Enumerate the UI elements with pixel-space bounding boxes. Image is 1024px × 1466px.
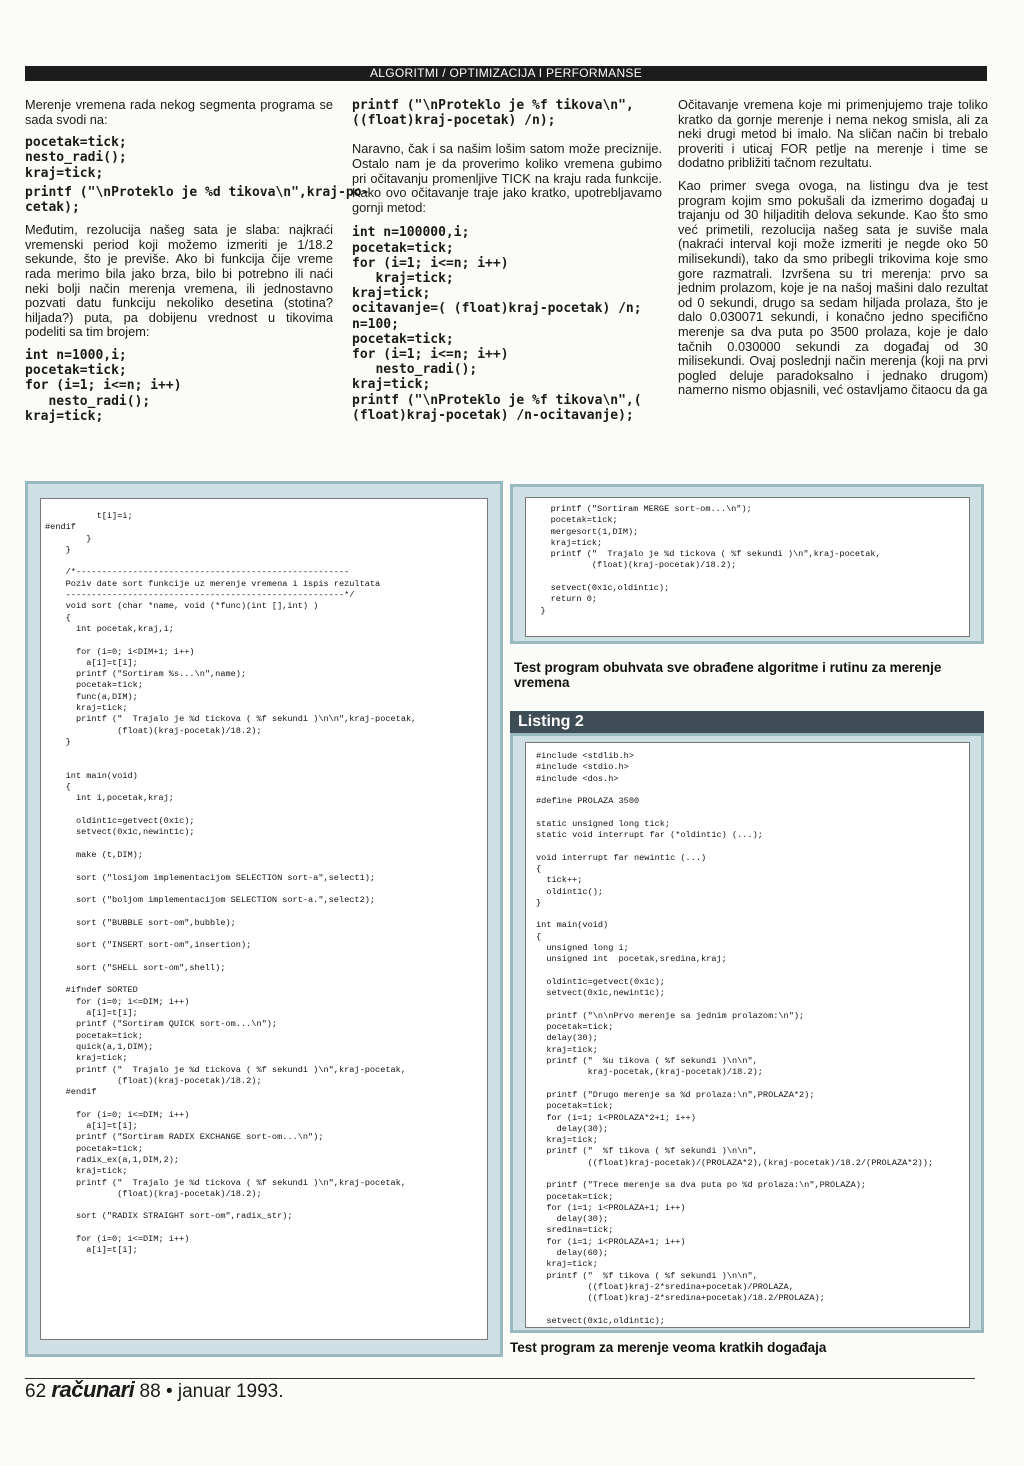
section-header-bar xyxy=(25,66,987,81)
listing-2-title-bar xyxy=(510,711,984,733)
code-snippet: int n=100000,i; pocetak=tick; for (i=1; i<=n; i++) kraj=tick; kraj=tick; ocitavanje=( (float)kraj-pocetak) /n; n=100; pocetak=tick; for (i=1; i<=n; i++) nesto_radi(); kraj=tick; printf ("\nProteklo je %f tikova\n",( (float)kraj-pocetak) /n-ocitavanje); xyxy=(352,225,642,423)
issue-number: 88 xyxy=(139,1381,161,1402)
issue-date: januar 1993. xyxy=(177,1381,284,1402)
listing-2-code: #include <stdlib.h> #include <stdio.h> #include <dos.h> #define PROLAZA 3500 static unsigned long tick; static void interrupt far (*oldint1c) (...); void interrupt far newint1c (...) { tick++; oldint1c(); } int main(void) { unsigned long i; unsigned int pocetak,sredina,kraj; oldint1c=getvect(0x1c); setvect(0x1c,newint1c); printf ("\n\nPrvo merenje sa jednim prolazom:\n"); pocetak=tick; delay(30); kraj=tick; printf (" %u tikova ( %f sekundi )\n\n", kraj-pocetak,(kraj-pocetak)/18.2); printf ("Drugo merenje sa %d prolaza:\n",PROLAZA*2); pocetak=tick; for (i=1; i<PROLAZA*2+1; i++) delay(30); kraj=tick; printf (" %f tikova ( %f sekundi )\n\n", ((float)kraj-pocetak)/(PROLAZA*2),(kraj-pocetak)/18.2/(PROLAZA*2)); printf ("Trece merenje sa dva puta po %d prolaza:\n",PROLAZA); pocetak=tick; for (i=1; i<PROLAZA+1; i++) delay(30); sredina=tick; for (i=1; i<PROLAZA+1; i++) delay(60); kraj=tick; printf (" %f tikova ( %f sekundi )\n\n", ((float)kraj-2*sredina+pocetak)/PROLAZA, ((float)kraj-2*sredina+pocetak)/18.2/PROLAZA); setvect(0x1c,oldint1c); xyxy=(536,751,934,1326)
paragraph: Kao primer svega ovoga, na listingu dva je test program kojim smo pokušali da izmerimo događaj u trajanju od 30 hiljaditih delova sekunde. Kao što smo već primetili, rezolucija našeg sata je suviše mala (nakraći interval koji može izmeriti je negde oko 50 milisekundi), tako da smo pribegli trikovima koje smo gore razmatrali. Izvršena su tri merenja: prvo sa jednim prolazom, koje je na našoj mašini dalo rezultat od 0 sekundi, drugo sa sedam hiljada prolaza, što je dalo 0.030071 sekundi, i konačno jedno specifično merenje sa dva puta po 3500 prolaza, koje je dalo tačnih 0.030000 sekundi za događaj od 30 milisekundi. Ovaj poslednji način merenja (koji na prvi pogled deluje paradoksalno i jednako drugom) namerno nismo objasnili, već ostavljamo čitaocu da ga xyxy=(678,177,988,398)
code-snippet: printf ("\nProteklo je %d tikova\n",kraj-po- cetak); xyxy=(25,184,370,215)
listing-2-title: Listing 2 xyxy=(518,713,584,730)
listing-1-caption: Test program obuhvata sve obrađene algoritme i rutinu za merenje vremena xyxy=(514,660,942,690)
section-header-title: ALGORITMI / OPTIMIZACIJA I PERFORMANSE xyxy=(369,66,643,80)
bullet-separator: • xyxy=(165,1381,173,1402)
listing-2-frame xyxy=(510,733,984,1333)
paragraph: Međutim, rezolucija našeg sata je slaba: najkraći vremenski period koji možemo izmeriti je 1/18.2 sekunde, što je previše. Ako bi funkcija čije vreme rada merimo bila jako brza, bilo bi potrebno ili naći neki bolji način merenja vremena, ili jednostavno pozvati datu funkciju nekoliko desetina (stotina? hiljada?) puta, pa dobijenu vrednost u tikovima podeliti sa tim brojem: xyxy=(25,222,333,340)
code-snippet: printf ("\nProteklo je %f tikova\n", ((float)kraj-pocetak) /n); xyxy=(352,98,634,129)
listing-1-frame xyxy=(25,481,503,1357)
text-column-2 xyxy=(352,98,662,423)
listing-2-caption: Test program za merenje veoma kratkih događaja xyxy=(510,1340,827,1355)
listing-1-code: t[i]=i; #endif } } /*----------------------------------------------------- Poziv date sort funkcije uz merenje vremena i ispis rezultata ------------------------------------------------------*/ void sort (char *name, void (*func)(int [],int) ) { int pocetak,kraj,i; for (i=0; i<DIM+1; i++) a[i]=t[i]; printf ("Sortiram %s...\n",name); pocetak=tick; func(a,DIM); kraj=tick; printf (" Trajalo je %d tickova ( %f sekundi )\n\n",kraj-pocetak, (float)(kraj-pocetak)/18.2); } int main(void) { int i,pocetak,kraj; oldint1c=getvect(0x1c); setvect(0x1c,newint1c); make (t,DIM); sort ("losijom implementacijom SELECTION sort-a",select1); sort ("boljom implementacijom SELECTION sort-a.",select2); sort ("BUBBLE sort-om",bubble); sort ("INSERT sort-om",insertion); sort ("SHELL sort-om",shell); #ifndef SORTED for (i=0; i<=DIM; i++) a[i]=t[i]; printf ("Sortiram QUICK sort-om...\n"); pocetak=tick; quick(a,1,DIM); kraj=tick; printf (" Trajalo je %d tickova ( %f sekundi )\n",kraj-pocetak, (float)(kraj-pocetak)/18.2); #endif for (i=0; i<=DIM; i++) a[i]=t[i]; printf ("Sortiram RADIX EXCHANGE sort-om...\n"); pocetak=tick; radix_ex(a,1,DIM,2); kraj=tick; printf (" Trajalo je %d tickova ( %f sekundi )\n",kraj-pocetak, (float)(kraj-pocetak)/18.2); sort ("RADIX STRAIGHT sort-om",radix_str); for (i=0; i<=DIM; i++) a[i]=t[i]; xyxy=(45,511,417,1256)
page-footer xyxy=(25,1378,284,1404)
code-snippet: int n=1000,i; pocetak=tick; for (i=1; i<=n; i++) nesto_radi(); kraj=tick; xyxy=(25,347,182,424)
code-snippet: pocetak=tick; nesto_radi(); kraj=tick; xyxy=(25,135,127,181)
paragraph: Naravno, čak i sa našim lošim satom može preciznije. Ostalo nam je da proverimo koliko vremena gubimo pri očitavanju promenljive TICK na kraju rada funkcije. Kako ovo očitavanje traje jako kratko, upotrebljavamo gornji metod: xyxy=(352,141,662,215)
listing-1-code-panel xyxy=(40,498,488,1340)
paragraph: Merenje vremena rada nekog segmenta programa se sada svodi na: xyxy=(25,97,333,127)
listing-1-continued-code: printf ("Sortiram MERGE sort-om...\n"); pocetak=tick; mergesort(1,DIM); kraj=tick; printf (" Trajalo je %d tickova ( %f sekundi )\n",kraj-pocetak, (float)(kraj-pocetak)/18.2); setvect(0x1c,oldint1c); return 0; } xyxy=(540,504,881,616)
text-column-3 xyxy=(678,98,988,398)
listing-1-continued-code-panel xyxy=(525,497,970,637)
text-column-1 xyxy=(25,97,370,424)
paragraph: Očitavanje vremena koje mi primenjujemo traje toliko kratko da gornje merenje i nema nekog smisla, ali za neki drugi metod bi imalo. Na sličan način bi trebalo proveriti i uticaj FOR petlje na merenje i time se dodatno približiti tačnom rezultatu. xyxy=(678,97,988,171)
magazine-logo: računari xyxy=(51,1377,135,1402)
listing-2-code-panel xyxy=(525,742,970,1328)
page-number: 62 xyxy=(25,1381,47,1402)
listing-1-continued-frame xyxy=(510,484,984,644)
